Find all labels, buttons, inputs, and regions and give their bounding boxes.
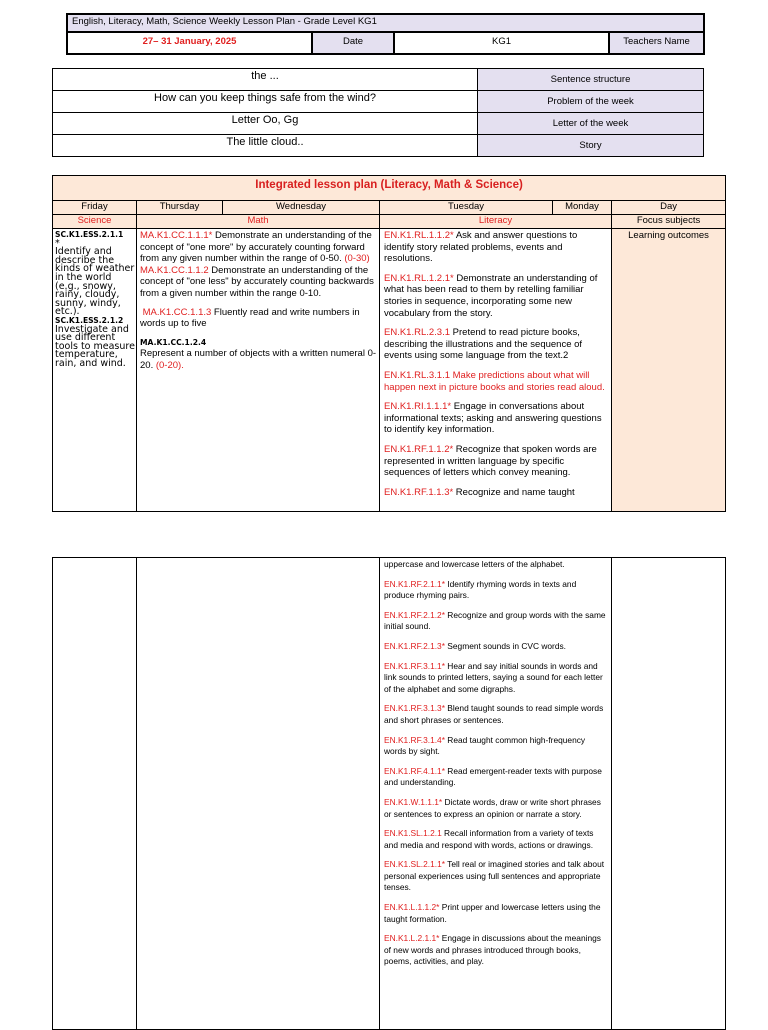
science-outcomes bbox=[53, 229, 137, 512]
week-info-value: How can you keep things safe from the wind? bbox=[53, 91, 478, 113]
literacy-outcomes bbox=[380, 229, 612, 512]
learning-outcomes-label: Learning outcomes bbox=[612, 229, 726, 512]
literacy-outcome: EN.K1.RL.1.1.2* Ask and answer questions to identify story related problems, events and resolutions. bbox=[384, 230, 578, 265]
literacy-outcome: EN.K1.SL.1.2.1 Recall information from a variety of texts and media and respond with words, actions or drawings. bbox=[384, 828, 594, 850]
literacy-outcome: EN.K1.RF.2.1.3* Segment sounds in CVC words. bbox=[384, 640, 567, 651]
week-info-row bbox=[53, 135, 704, 157]
literacy-outcome: EN.K1.RL.1.2.1* Demonstrate an understanding of what has been read to them by retelling familiar stories in sequence, incorporating some new vocabulary from the story. bbox=[384, 272, 598, 319]
literacy-outcome: EN.K1.RL.2.3.1 Pretend to read picture books, describing the illustrations and the sequence of events using some language from the text.2 bbox=[384, 327, 583, 362]
literacy-outcomes-continued bbox=[380, 558, 612, 1030]
math-column-continued bbox=[137, 558, 380, 1030]
week-info-value: Letter Oo, Gg bbox=[53, 113, 478, 135]
grade-value: KG1 bbox=[394, 32, 609, 54]
week-info-value: The little cloud.. bbox=[53, 135, 478, 157]
day-tuesday: Tuesday bbox=[380, 201, 553, 215]
literacy-continuation: uppercase and lowercase letters of the alphabet. bbox=[384, 559, 565, 569]
math-outcome: MA.K1.CC.1.2.4 Represent a number of objects with a written numeral 0-20. (0-20). bbox=[140, 337, 377, 371]
date-value: 27– 31 January, 2025 bbox=[67, 32, 312, 54]
literacy-outcome: EN.K1.RF.2.1.2* Recognize and group words with the same initial sound. bbox=[384, 609, 606, 632]
week-info-value: the ... bbox=[53, 69, 478, 91]
math-outcome: MA.K1.CC.1.1.1* Demonstrate an understanding of the concept of "one more" by accurately counting forward from any given number within the range of 0-50. (0-30) MA.K1.CC.1.1.2 Demonstrate an understanding of the concept of "one less" by accurately counting backwards from a given number within the range 0-10. bbox=[140, 230, 374, 299]
subject-literacy: Literacy bbox=[380, 215, 612, 229]
literacy-outcome: EN.K1.RF.3.1.3* Blend taught sounds to read simple words and short phrases or sentences. bbox=[384, 703, 604, 725]
lesson-plan-table bbox=[52, 175, 726, 512]
week-info-label: Story bbox=[478, 135, 704, 157]
lesson-plan-title: Integrated lesson plan (Literacy, Math & Science) bbox=[53, 176, 726, 201]
science-column-continued bbox=[53, 558, 137, 1030]
date-label: Date bbox=[312, 32, 394, 54]
literacy-outcome: EN.K1.W.1.1.1* Dictate words, draw or write short phrases or sentences to express an opinion or narrate a story. bbox=[384, 796, 601, 819]
outcomes-row bbox=[53, 229, 726, 512]
day-wednesday: Wednesday bbox=[223, 201, 380, 215]
week-info-row bbox=[53, 113, 704, 135]
week-info-table bbox=[52, 68, 704, 157]
learning-outcomes-continued bbox=[612, 558, 726, 1030]
subject-row bbox=[53, 215, 726, 229]
science-outcome: SC.K1.ESS.2.1.2 Investigate and use different tools to measure temperature, rain, and wind. bbox=[55, 315, 135, 369]
focus-subjects-label: Focus subjects bbox=[612, 215, 726, 229]
header-table bbox=[66, 13, 705, 55]
literacy-outcome: EN.K1.L.2.1.1* Engage in discussions about the meanings of new words and phrases introduced through books, poems, activities, and play. bbox=[384, 933, 601, 967]
science-outcome: SC.K1.ESS.2.1.1 * Identify and describe the kinds of weather in the world (e.g., snowy, rainy, cloudy, sunny, windy, etc.). bbox=[55, 230, 135, 318]
literacy-outcome: EN.K1.RF.3.1.1* Hear and say initial sounds in words and link sounds to printed letters, saying a sound for each letter of the alphabet and some digraphs. bbox=[384, 660, 603, 694]
literacy-outcome: EN.K1.SL.2.1.1* Tell real or imagined stories and talk about personal experiences using full sentences and appropriate tenses. bbox=[384, 859, 605, 893]
day-day: Day bbox=[612, 201, 726, 215]
literacy-outcome: EN.K1.RF.1.1.2* Recognize that spoken words are represented in written language by specific sequences of letters which convey meaning. bbox=[384, 443, 597, 479]
week-info-label: Letter of the week bbox=[478, 113, 704, 135]
week-info-row bbox=[53, 91, 704, 113]
literacy-outcome: EN.K1.RF.4.1.1* Read emergent-reader texts with purpose and understanding. bbox=[384, 765, 602, 788]
subject-science: Science bbox=[53, 215, 137, 229]
subject-math: Math bbox=[137, 215, 380, 229]
teachers-name-label: Teachers Name bbox=[609, 32, 704, 54]
literacy-outcome: EN.K1.RF.1.1.3* Recognize and name taught bbox=[384, 486, 575, 498]
literacy-outcome: EN.K1.L.1.1.2* Print upper and lowercase letters using the taught formation. bbox=[384, 902, 601, 924]
day-friday: Friday bbox=[53, 201, 137, 215]
literacy-outcome: EN.K1.RF.3.1.4* Read taught common high-frequency words by sight. bbox=[384, 734, 586, 757]
week-info-label: Sentence structure bbox=[478, 69, 704, 91]
day-thursday: Thursday bbox=[137, 201, 223, 215]
literacy-outcome: EN.K1.RF.2.1.1* Identify rhyming words in texts and produce rhyming pairs. bbox=[384, 578, 577, 601]
week-info-label: Problem of the week bbox=[478, 91, 704, 113]
document-title: English, Literacy, Math, Science Weekly Lesson Plan - Grade Level KG1 bbox=[67, 14, 704, 32]
math-outcome: MA.K1.CC.1.1.3 Fluently read and write numbers in words up to five bbox=[140, 306, 360, 330]
literacy-outcome: EN.K1.RI.1.1.1* Engage in conversations about informational texts; asking and answering questions to identify key information. bbox=[384, 401, 602, 436]
literacy-outcome: EN.K1.RL.3.1.1 Make predictions about what will happen next in picture books and stories read aloud. bbox=[384, 369, 605, 393]
week-info-row bbox=[53, 69, 704, 91]
day-header-row bbox=[53, 201, 726, 215]
day-monday: Monday bbox=[553, 201, 612, 215]
math-outcomes bbox=[137, 229, 380, 512]
lesson-plan-table-continued bbox=[52, 557, 726, 1030]
